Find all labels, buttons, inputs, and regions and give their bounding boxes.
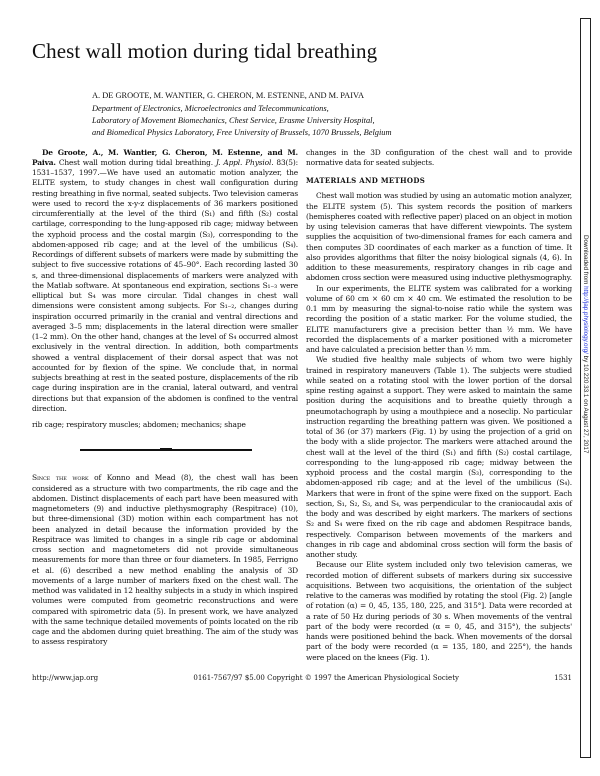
affiliation-line: and Biomedical Physics Laboratory, Free University of Brussels, 1070 Brussels, Belgium [92,128,392,138]
download-link[interactable]: http://jap.physiology.org/ [582,286,589,354]
affiliation-line: Laboratory of Movement Biomechanics, Chest Service, Erasme University Hospital, [92,116,375,126]
journal-name: J. Appl. Physiol. [215,157,274,167]
keywords: rib cage; respiratory muscles; abdomen; mechanics; shape [32,420,246,430]
citation-details: 83(5): 1531–1537, 1997.— [32,157,298,178]
affiliation [92,103,572,140]
citation-authors: De Groote, A., M. Wantier, G. Cheron, M. Estenne, and M. Paiva. [32,147,298,167]
section-divider [80,448,252,451]
paper-title: Chest wall motion during tidal breathing [32,39,378,63]
footer-url[interactable]: http://www.jap.org [32,673,99,682]
page-number: 1531 [554,673,572,682]
intro-paragraph [32,473,298,647]
right-column [306,148,572,663]
methods-heading: MATERIALS AND METHODS [306,176,426,186]
author-list: A. DE GROOTE, M. WANTIER, G. CHERON, M. ESTENNE, AND M. PAIVA [92,91,365,100]
intro-lead: Since the work [32,473,89,483]
methods-paragraph: Because our Elite system included only two television cameras, we recorded motion of different subsets of markers during six successive acquisitions. Between two acquisitions, the orientation of the subject relative to the cameras was modified by rotating the stool (Fig. 2) [angle of rotation (α) = 0, 45, 135, 180, 225, and 315°]. Data were recorded at a rate of 50 Hz during periods of 30 s. When movements of the ventral part of the body were recorded (α = 0, 45, and 315°), the subjects' hands were positioned behind the back. When movements of the dorsal part of the body were recorded (α = 135, 180, and 225°), the hands were placed on the knees (Fig. 1). [306,560,572,662]
two-column-body [32,148,572,663]
download-prefix: Downloaded from [582,235,589,287]
abstract-text: We have used an automatic motion analyzer, the ELITE system, to study changes in chest wall configuration during resting breathing in five normal, seated subjects. Two television cameras were used to record the x-y-z displacements of 36 markers positioned circumferentially at the level of the third (S₁) and fifth (S₂) costal cartilage, corresponding to the lung-apposed rib cage; midway between the xyphoid process and the costal margin (S₃), corresponding to the abdomen-apposed rib cage; and at the level of the umbilicus (S₄). Recordings of different subsets of markers were made by submitting the subject to five successive rotations of 45–90°. Each recording lasted 30 s, and three-dimensional displacements of markers were analyzed with the Matlab software. At spontaneous end expiration, sections S₁₋₃ were elliptical but S₄ was more circular. Tidal changes in chest wall dimensions were consistent among subjects. For S₁₋₂, changes during inspiration occurred primarily in the cranial and ventral directions and averaged 3–5 mm; displacements in the lateral direction were smaller (1–2 mm). On the other hand, changes at the level of S₄ occurred almost exclusively in the ventral direction. In addition, both compartments showed a ventral displacement of their dorsal aspect that was not accounted for by flexion of the spine. We conclude that, in normal subjects breathing at rest in the seated posture, displacements of the rib cage during inspiration are in the cranial, lateral outward, and ventral directions but that expansion of the abdomen is confined to the ventral direction. [32,168,298,413]
abstract-continuation: changes in the 3D configuration of the chest wall and to provide normative data for seated subjects. [306,147,572,167]
affiliation-line: Department of Electronics, Microelectronics and Telecommunications, [92,104,329,113]
abstract-paragraph [32,148,298,415]
divider-ornament [160,448,172,451]
footer-copyright: 0161-7567/97 $5.00 Copyright © 1997 the American Physiological Society [193,673,459,682]
methods-paragraph: In our experiments, the ELITE system was calibrated for a working volume of 60 cm × 60 cm × 40 cm. We estimated the resolution to be 0.1 mm by measuring the signal-to-noise ratio while the system was recording the position of a static marker. For the volume studied, the ELITE manufacturers give a precision better than ½ mm. We have recorded the displacements of a marker positioned with a micrometer and have calculated a precision better than ½ mm. [306,283,572,355]
left-column [32,148,298,663]
download-suffix: by 10.220.33.1 on August 27, 2017 [582,353,589,454]
methods-paragraph: We studied five healthy male subjects of whom two were highly trained in respiratory maneuvers (Table 1). The subjects were studied while seated on a rotating stool with the lower portion of the dorsal spine resting against a support. They were asked to maintain the same position during the acquisitions and to breathe quietly through a pneumotachograph by using a mouthpiece and a noseclip. No particular instruction regarding the breathing pattern was given. We positioned a total of 36 (or 37) markers (Fig. 1) by using the projection of a grid on the body with a slide projector. The markers were attached around the chest wall at the level of the third (S₁) and fifth (S₂) costal cartilage, corresponding to the lung-apposed rib cage; midway between the xyphoid process and the costal margin (S₃), corresponding to the abdomen-apposed rib cage; and at the level of the umbilicus (S₄). Markers that were in front of the spine were fixed on the support. Each section, S₁, S₂, S₃, and S₄, was perpendicular to the craniocaudal axis of the body and was described by eight markers. The markers of sections S₂ and S₄ were fixed on the rib cage and abdomen Respitrace bands, respectively. Comparison between movements of the markers and changes in rib cage and abdominal cross section will form the basis of another study. [306,355,572,560]
download-notice [582,235,589,453]
page-footer [32,673,572,683]
intro-text: of Konno and Mead (8), the chest wall has been considered as a structure with two compartments, the rib cage and the abdomen. Distinct displacements of each part have been measured with magnetometers (9) and inductive plethysmography (Respitrace) (10), but three-dimensional (3D) motion within each compartment has not been analyzed in detail because the information provided by the Respitrace was limited to changes in a single rib cage or abdominal cross section and magnetometers did not provide simultaneous measurements for more than three or four diameters. In 1985, Ferrigno et al. (6) described a new method enabling the analysis of 3D movements of a large number of markers fixed on the chest wall. The method was validated in 12 healthy subjects in a study in which inspired volumes were computed from geometric reconstructions and were compared with spirometric data (5). In present work, we have analyzed with the same technique detailed movements of points located on the rib cage and the abdomen during quiet breathing. The aim of the study was to assess respiratory [32,473,298,647]
citation-title: Chest wall motion during tidal breathing. [55,157,216,167]
methods-paragraph: Chest wall motion was studied by using an automatic motion analyzer, the ELITE system (5). This system records the position of markers (hemispheres coated with reflective paper) placed on an object in motion by using television cameras that have different viewpoints. The system supplies the acquisition of two-dimensional frames for each camera and then computes 3D coordinates of each marker as a function of time. It also provides algorithms that filter the noisy biological signals (4, 6). In addition to these measurements, respiratory changes in rib cage and abdomen cross section were measured using inductive plethysmography. [306,191,572,283]
